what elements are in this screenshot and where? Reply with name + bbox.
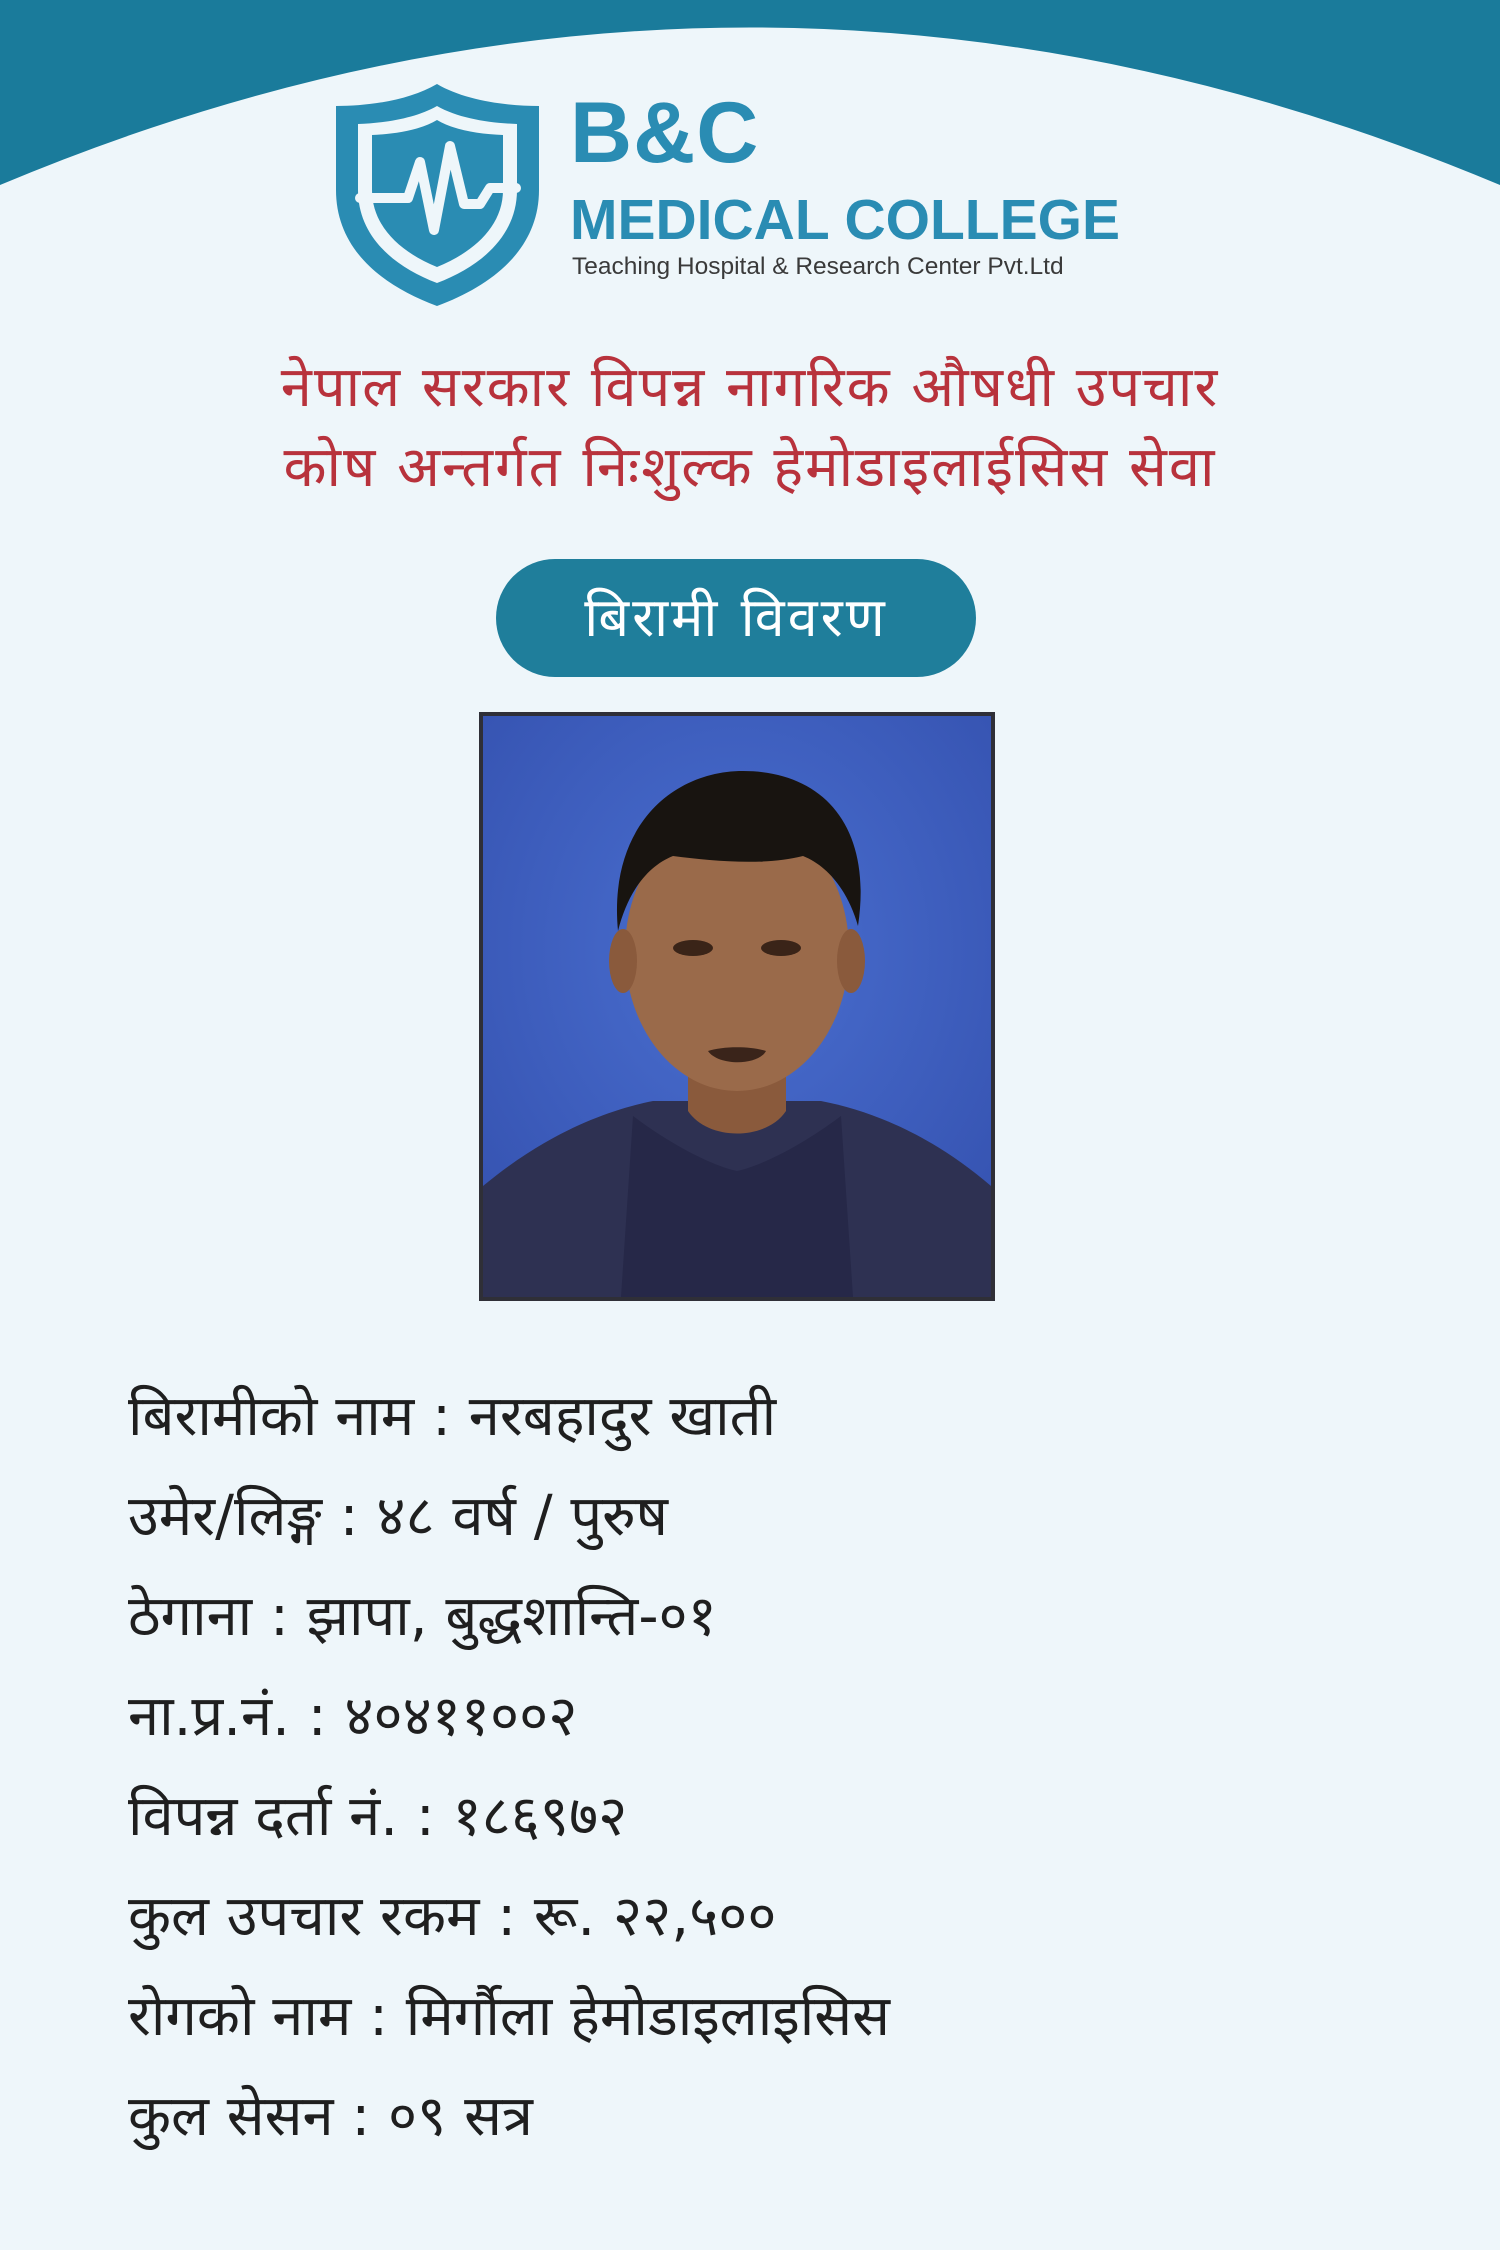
sessions-label: कुल सेसन — [128, 2084, 334, 2149]
address-label: ठेगाना — [128, 1584, 253, 1649]
name-label: बिरामीको नाम — [128, 1384, 415, 1449]
detail-row-disease: रोगको नाम : मिर्गौला हेमोडाइलाइसिस — [128, 1984, 890, 2049]
age-value: ४८ वर्ष / पुरुष — [376, 1484, 669, 1549]
brand-name: B&C — [570, 85, 760, 181]
patient-photo — [479, 712, 995, 1301]
program-heading — [0, 348, 1500, 508]
disease-value: मिर्गौला हेमोडाइलाइसिस — [405, 1984, 890, 2049]
detail-row-citizenship: ना.प्र.नं. : ४०४११००२ — [128, 1684, 578, 1749]
age-label: उमेर/लिङ्ग — [128, 1484, 322, 1549]
name-value: नरबहादुर खाती — [468, 1384, 777, 1449]
detail-row-sessions: कुल सेसन : ०९ सत्र — [128, 2084, 533, 2149]
heading-line-2: कोष अन्तर्गत निःशुल्क हेमोडाइलाईसिस सेवा — [283, 435, 1217, 500]
college-logo — [330, 80, 1180, 320]
address-value: झापा, बुद्धशान्ति-०१ — [306, 1584, 717, 1649]
detail-row-age: उमेर/लिङ्ग : ४८ वर्ष / पुरुष — [128, 1484, 669, 1549]
detail-row-amount: कुल उपचार रकम : रू. २२,५०० — [128, 1884, 777, 1949]
heading-line-1: नेपाल सरकार विपन्न नागरिक औषधी उपचार — [280, 355, 1220, 420]
registration-value: १८६९७२ — [452, 1784, 628, 1849]
registration-label: विपन्न दर्ता नं. — [128, 1784, 399, 1849]
brand-tagline: Teaching Hospital & Research Center Pvt.Ltd — [572, 253, 1064, 280]
patient-details — [128, 1367, 1428, 2167]
disease-label: रोगको नाम — [128, 1984, 352, 2049]
sessions-value: ०९ सत्र — [388, 2084, 533, 2149]
amount-value: रू. २२,५०० — [533, 1884, 777, 1949]
amount-label: कुल उपचार रकम — [128, 1884, 480, 1949]
section-pill: बिरामी विवरण — [496, 559, 976, 677]
detail-row-registration: विपन्न दर्ता नं. : १८६९७२ — [128, 1784, 628, 1849]
brand-subtitle: MEDICAL COLLEGE — [570, 188, 1120, 252]
detail-row-name: बिरामीको नाम : नरबहादुर खाती — [128, 1384, 777, 1449]
citizenship-label: ना.प्र.नं. — [128, 1684, 290, 1749]
detail-row-address: ठेगाना : झापा, बुद्धशान्ति-०१ — [128, 1584, 717, 1649]
citizenship-value: ४०४११००२ — [344, 1684, 578, 1749]
shield-heartbeat-icon — [330, 80, 545, 310]
